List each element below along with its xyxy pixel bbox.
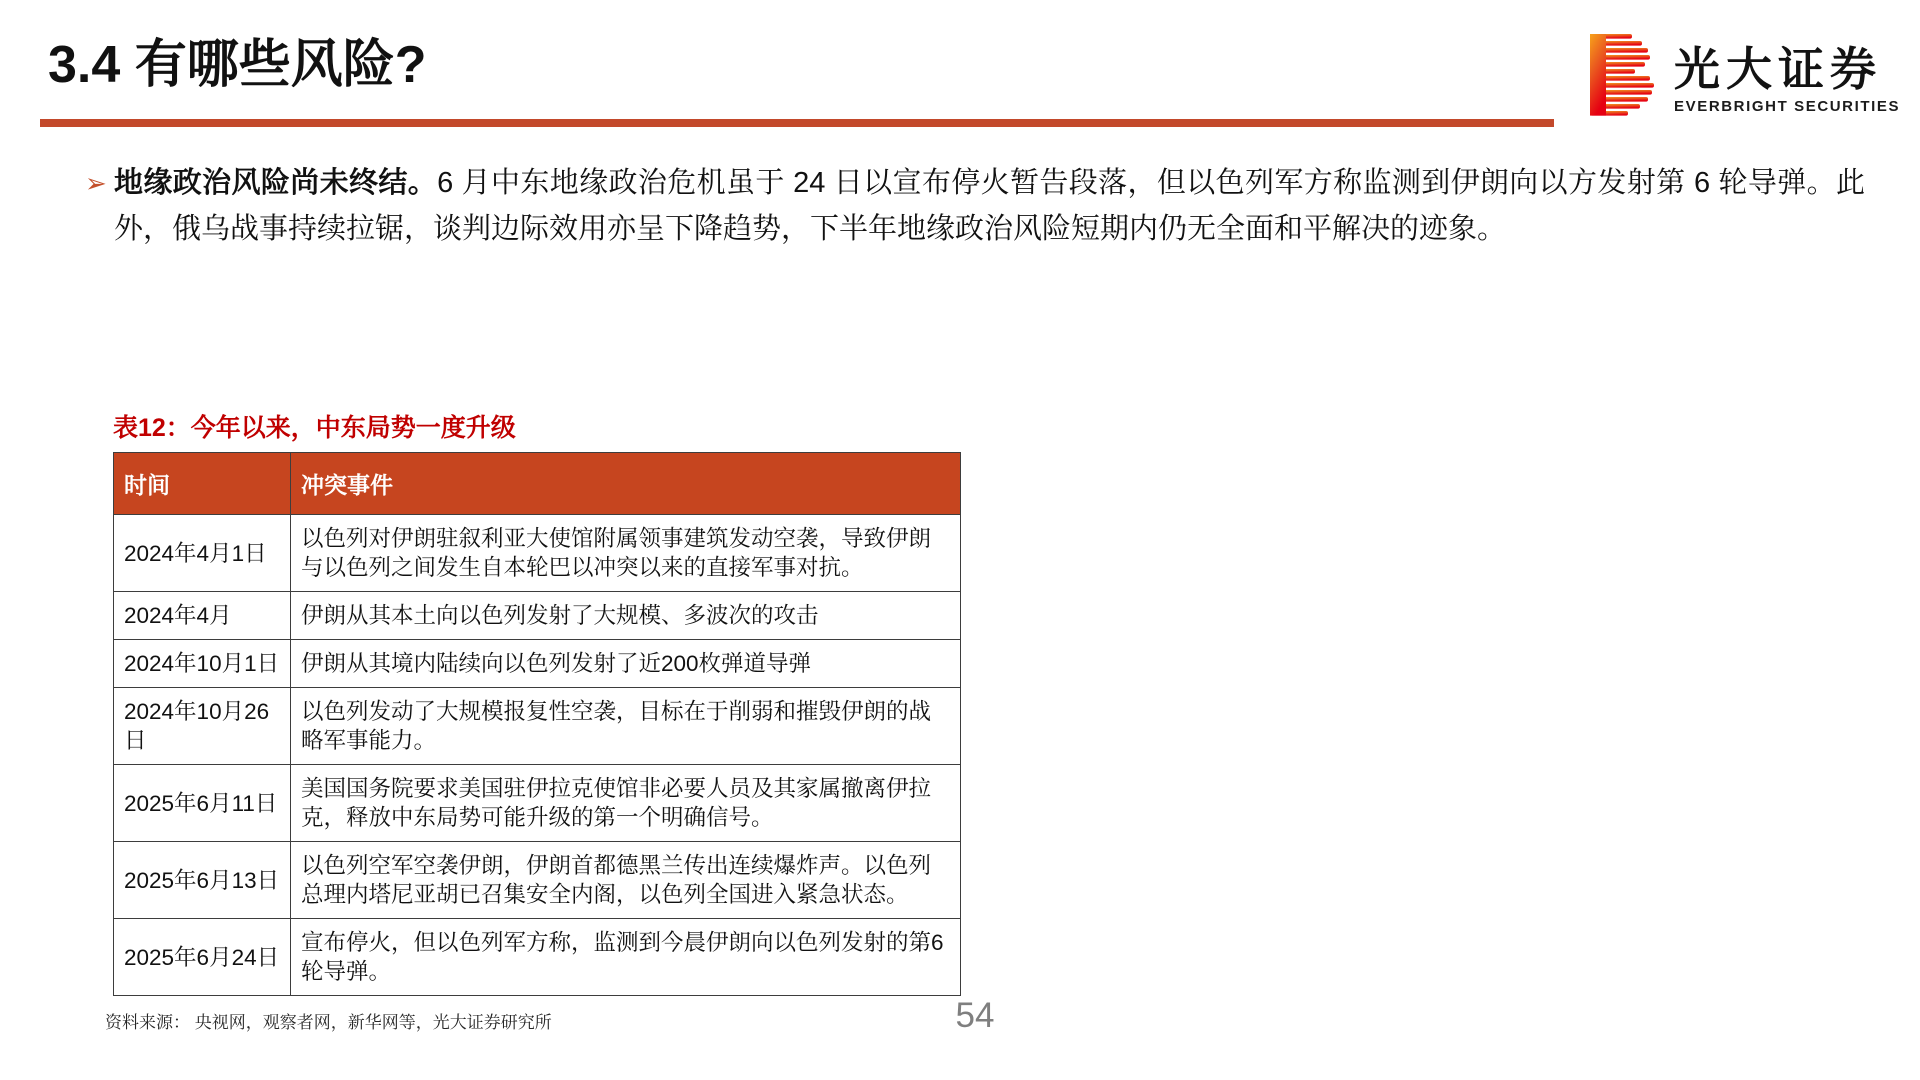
event-cell: 伊朗从其境内陆续向以色列发射了近200枚弹道导弹 [291, 640, 961, 688]
header-cell-event: 冲突事件 [291, 453, 961, 515]
everbright-logo [1590, 34, 1900, 125]
risk-bullet [85, 160, 1865, 252]
logo-name-cn: 光大证券 [1674, 43, 1882, 95]
event-cell: 以色列对伊朗驻叙利亚大使馆附属领事建筑发动空袭，导致伊朗与以色列之间发生自本轮巴以冲突以来的直接军事对抗。 [291, 515, 961, 592]
event-cell: 以色列发动了大规模报复性空袭，目标在于削弱和摧毁伊朗的战略军事能力。 [291, 688, 961, 765]
date-cell: 2024年4月 [114, 592, 291, 640]
table-header-row [114, 453, 961, 515]
date-cell: 2024年4月1日 [114, 515, 291, 592]
date-cell: 2024年10月26日 [114, 688, 291, 765]
date-cell: 2025年6月24日 [114, 919, 291, 996]
table-row [114, 765, 961, 842]
table-row [114, 842, 961, 919]
table-row [114, 592, 961, 640]
logo-text [1674, 34, 1900, 115]
date-cell: 2024年10月1日 [114, 640, 291, 688]
everbright-logo-icon [1590, 34, 1654, 125]
event-cell: 宣布停火，但以色列军方称，监测到今晨伊朗向以色列发射的第6轮导弹。 [291, 919, 961, 996]
page-number: 54 [955, 996, 995, 1035]
source-note: 资料来源： 央视网，观察者网，新华网等，光大证券研究所 [105, 1013, 552, 1032]
table-row [114, 515, 961, 592]
table-caption: 表12：今年以来，中东局势一度升级 [113, 414, 516, 442]
header-cell-time: 时间 [114, 453, 291, 515]
event-cell: 以色列空军空袭伊朗，伊朗首都德黑兰传出连续爆炸声。以色列总理内塔尼亚胡已召集安全内阁，以色列全国进入紧急状态。 [291, 842, 961, 919]
risk-paragraph-lead: 地缘政治风险尚未终结。 [114, 167, 438, 199]
table-row [114, 919, 961, 996]
risk-paragraph-body: 6 月中东地缘政治危机虽于 24 日以宣布停火暂告段落，但以色列军方称监测到伊朗向以方发射第 6 轮导弹。此外，俄乌战事持续拉锯，谈判边际效用亦呈下降趋势，下半年地缘政治风险短期内仍无全面和平解决的迹象。 [114, 167, 1865, 245]
conflict-table-body [114, 515, 961, 996]
table-row [114, 640, 961, 688]
table-row [114, 688, 961, 765]
date-cell: 2025年6月11日 [114, 765, 291, 842]
bullet-arrow-icon: ➢ [85, 168, 107, 198]
logo-name-en: EVERBRIGHT SECURITIES [1674, 98, 1901, 115]
risk-paragraph [114, 160, 1865, 252]
event-cell: 伊朗从其本土向以色列发射了大规模、多波次的攻击 [291, 592, 961, 640]
title-divider [40, 119, 1554, 127]
date-cell: 2025年6月13日 [114, 842, 291, 919]
conflict-events-table [113, 452, 961, 996]
page-title: 3.4 有哪些风险? [48, 36, 427, 94]
event-cell: 美国国务院要求美国驻伊拉克使馆非必要人员及其家属撤离伊拉克，释放中东局势可能升级的第一个明确信号。 [291, 765, 961, 842]
